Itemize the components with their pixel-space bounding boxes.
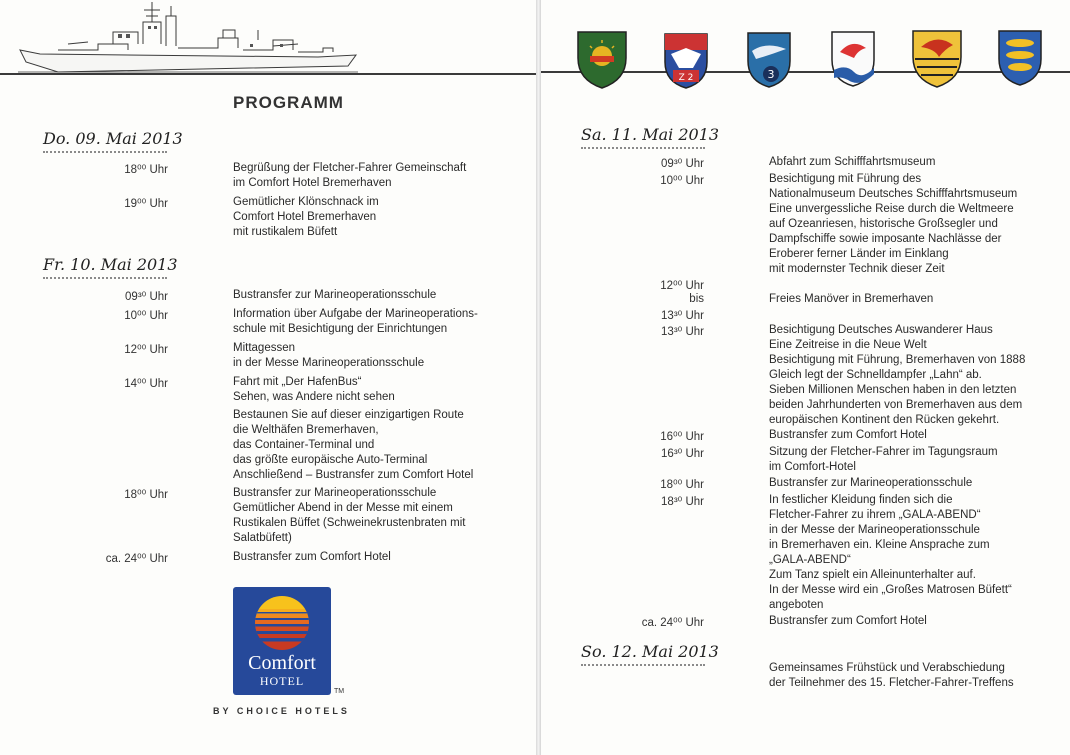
day-heading-sa: Sa. 11. Mai 2013 [581,125,705,149]
entry-desc: Fahrt mit „Der HafenBus“ Sehen, was Andere nicht sehen [233,376,395,403]
entry-time: 10⁰⁰ Uhr [660,175,704,187]
entry-time: 13³⁰ Uhr [661,326,704,338]
wave-3-crest-icon [746,31,792,89]
sun-crest-icon [576,30,628,90]
day-heading-do: Do. 09. Mai 2013 [43,129,167,153]
entry-desc: Besichtigung Deutsches Auswanderer Haus Eine Zeitreise in die Neue Welt Besichtigung mit Führung, Bremerhaven von 1888 Gleich legt der Schnelldampfer „Lahn“ ab. Sieben Millionen Menschen haben in den letzten beiden Jahrhunderten von Bremerhaven aus dem europäischen Kontinent den Rücken gekehrt. [769,324,1026,426]
logo-brand: Comfort [248,652,316,674]
entry-time: 12⁰⁰ Uhr [660,280,704,292]
entry-time: 09³⁰ Uhr [125,291,168,303]
entry-time: 10⁰⁰ Uhr [124,310,168,322]
right-page [541,0,1070,755]
logo-sub: HOTEL [259,674,305,688]
entry-desc: Besichtigung mit Führung des Nationalmuseum Deutsches Schifffahrtsmuseum Eine unvergessliche Reise durch die Weltmeere auf Ozeanriesen, historische Großsegler und Dampfschiffe sowie imposante Nachlässe der Eroberer ferner Länder im Einklang mit modernster Technik dieser Zeit [769,173,1018,275]
day-heading-so: So. 12. Mai 2013 [581,642,705,666]
entry-time: ca. 24⁰⁰ Uhr [105,553,168,565]
entry-desc: Gemütlicher Klönschnack im Comfort Hotel Bremerhaven mit rustikalem Büfett [233,196,379,238]
entry-time: 13³⁰ Uhr [661,310,704,322]
entry-time: ca. 24⁰⁰ Uhr [641,617,704,629]
entry-time: 16³⁰ Uhr [661,448,704,460]
svg-text:3: 3 [767,68,775,81]
entry-desc: Abfahrt zum Schifffahrtsmuseum [769,156,936,168]
entry-desc: Begrüßung der Fletcher-Fahrer Gemeinschaft im Comfort Hotel Bremerhaven [233,162,467,189]
entry-time: 18⁰⁰ Uhr [660,479,704,491]
entry-desc: In festlicher Kleidung finden sich die Fletcher-Fahrer zu ihrem „GALA-ABEND“ in der Messe der Marineoperationsschule in Bremerhaven ein. Kleine Ansprache zum „GALA-ABEND“ Zum Tanz spielt ein Alleinunterhalter auf. In der Messe wird ein „Großes Matrosen Büfett“ angeboten [769,494,1012,611]
entry-time: 18⁰⁰ Uhr [124,164,168,176]
entry-desc: Information über Aufgabe der Marineoperations- schule mit Besichtigung der Einrichtungen [233,308,478,335]
entry-desc: Mittagessen in der Messe Marineoperationsschule [233,342,425,369]
entry-time: bis [689,293,704,305]
eagle-z2-crest-icon [663,32,709,90]
seahorse-crest-icon [830,30,876,88]
entry-desc: Gemeinsames Frühstück und Verabschiedung der Teilnehmer des 15. Fletcher-Fahrer-Treffens [769,662,1014,689]
entry-time: 16⁰⁰ Uhr [660,431,704,443]
entry-desc: Bustransfer zur Marineoperationsschule [769,477,973,489]
destroyer-ship-icon [18,2,358,74]
entry-desc: Bustransfer zum Comfort Hotel [769,615,927,627]
entry-desc: Bustransfer zum Comfort Hotel [769,429,927,441]
entry-time: 19⁰⁰ Uhr [124,198,168,210]
entry-time: 12⁰⁰ Uhr [124,344,168,356]
entry-time: 18⁰⁰ Uhr [124,489,168,501]
page-header-rule [0,73,536,75]
entry-desc: Bustransfer zur Marineoperationsschule Gemütlicher Abend in der Messe mit einem Rustikalen Büffet (Schweinekrustenbraten mit Salatbüfett) [233,487,466,544]
entry-time: 18³⁰ Uhr [661,496,704,508]
logo-trademark: TM [334,688,345,695]
entry-time: 09³⁰ Uhr [661,158,704,170]
program-title: PROGRAMM [233,93,344,112]
comfort-hotel-logo [233,587,331,695]
dolphin-crest-icon [911,29,963,89]
three-fish-crest-icon [997,29,1043,87]
entry-desc: Bestaunen Sie auf dieser einzigartigen Route die Welthäfen Bremerhaven, das Container-Terminal und das größte europäische Auto-Terminal Anschließend – Bustransfer zum Comfort Hotel [233,409,474,481]
entry-desc: Bustransfer zum Comfort Hotel [233,551,391,563]
svg-text:Z 2: Z 2 [678,73,694,83]
logo-byline: BY CHOICE HOTELS [213,706,350,716]
entry-desc: Sitzung der Fletcher-Fahrer im Tagungsraum im Comfort-Hotel [769,446,998,473]
entry-desc: Freies Manöver in Bremerhaven [769,293,934,305]
day-heading-fr: Fr. 10. Mai 2013 [43,255,167,279]
entry-desc: Bustransfer zur Marineoperationsschule [233,289,437,301]
entry-time: 14⁰⁰ Uhr [124,378,168,390]
